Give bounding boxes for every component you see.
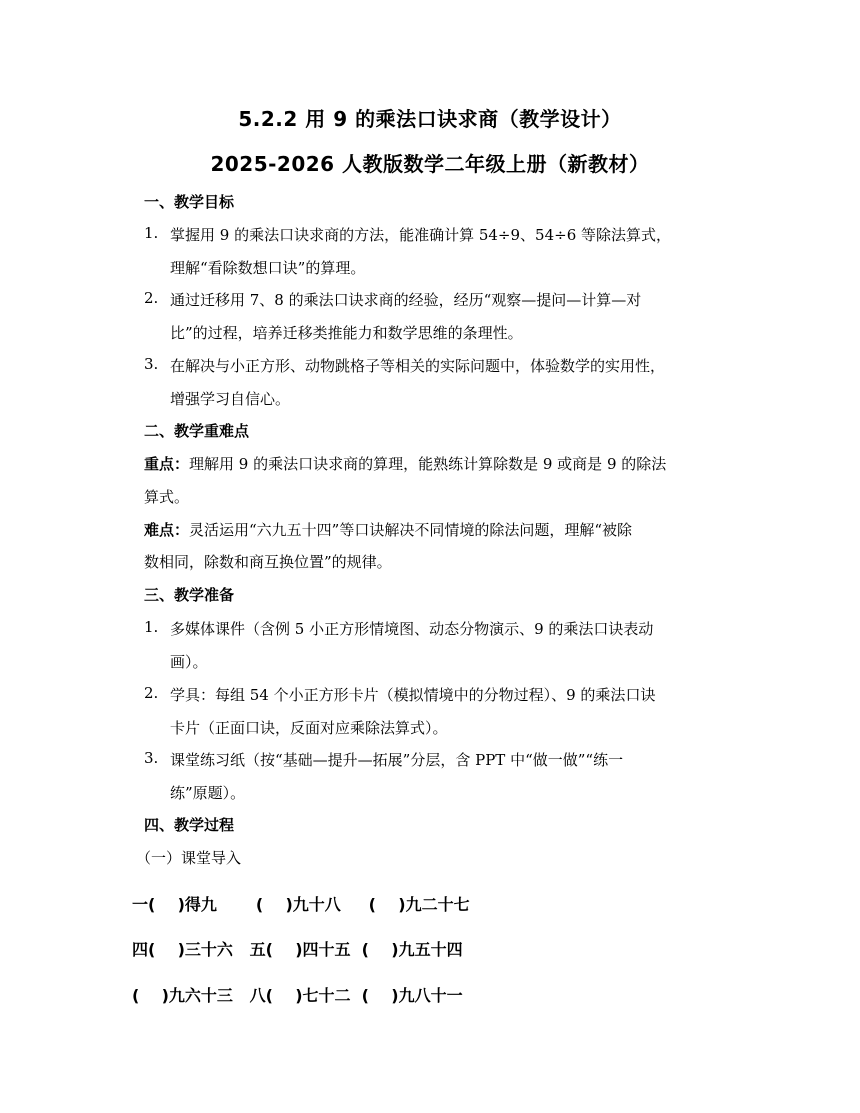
key-point-text: 理解用 9 的乘法口诀求商的算理，能熟练计算除数是 9 或商是 9 的除法 — [189, 455, 667, 473]
list-number: 1. — [144, 224, 159, 242]
list-text: 掌握用 9 的乘法口诀求商的方法，能准确计算 54÷9、54÷6 等除法算式， — [170, 226, 672, 244]
list-number: 3. — [144, 355, 159, 373]
difficulty-text-cont: 数相同，除数和商互换位置”的规律。 — [144, 553, 392, 571]
section-heading-preparation: 三、教学准备 — [144, 586, 235, 604]
list-number: 3. — [144, 749, 159, 767]
list-text: 练”原题）。 — [170, 784, 246, 802]
key-point-paragraph — [144, 454, 666, 474]
list-text: 多媒体课件（含例 5 小正方形情境图、动态分物演示、9 的乘法口诀表动 — [170, 620, 654, 638]
list-text: 课堂练习纸（按“基础—提升—拓展”分层，含 PPT 中“做一做”“练一 — [170, 751, 624, 769]
key-point-label: 重点： — [144, 455, 190, 473]
section-heading-objectives: 一、教学目标 — [144, 193, 235, 211]
list-text: 通过迁移用 7、8 的乘法口诀求商的经验，经历“观察—提问—计算—对 — [170, 291, 642, 309]
section-heading-key-points: 二、教学重难点 — [144, 422, 250, 440]
list-text: 学具：每组 54 个小正方形卡片（模拟情境中的分物过程）、9 的乘法口诀 — [170, 686, 656, 704]
list-text: 理解“看除数想口诀”的算理。 — [170, 259, 366, 277]
exercise-row: 一( )得九 ( )九十八 ( )九二十七 — [132, 895, 470, 914]
list-number: 2. — [144, 289, 159, 307]
document-subtitle: 2025-2026 人教版数学二年级上册（新教材） — [210, 152, 650, 176]
list-text: 在解决与小正方形、动物跳格子等相关的实际问题中，体验数学的实用性， — [170, 357, 666, 375]
document-title: 5.2.2 用 9 的乘法口诀求商（教学设计） — [238, 107, 622, 131]
list-number: 2. — [144, 684, 159, 702]
exercise-row: ( )九六十三 八( )七十二 ( )九八十一 — [132, 986, 463, 1005]
exercise-row: 四( )三十六 五( )四十五 ( )九五十四 — [132, 940, 463, 959]
difficulty-text: 灵活运用“六九五十四”等口诀解决不同情境的除法问题，理解“被除 — [189, 521, 633, 539]
section-heading-process: 四、教学过程 — [144, 816, 235, 834]
subsection-heading-intro: （一）课堂导入 — [136, 849, 242, 867]
list-text: 画）。 — [170, 653, 208, 671]
list-text: 比”的过程，培养迁移类推能力和数学思维的条理性。 — [170, 324, 523, 342]
list-text: 卡片（正面口诀，反面对应乘除法算式）。 — [170, 719, 448, 737]
list-text: 增强学习自信心。 — [170, 390, 291, 408]
difficulty-paragraph — [144, 520, 632, 540]
key-point-text-cont: 算式。 — [144, 488, 190, 506]
list-number: 1. — [144, 618, 159, 636]
difficulty-label: 难点： — [144, 521, 190, 539]
